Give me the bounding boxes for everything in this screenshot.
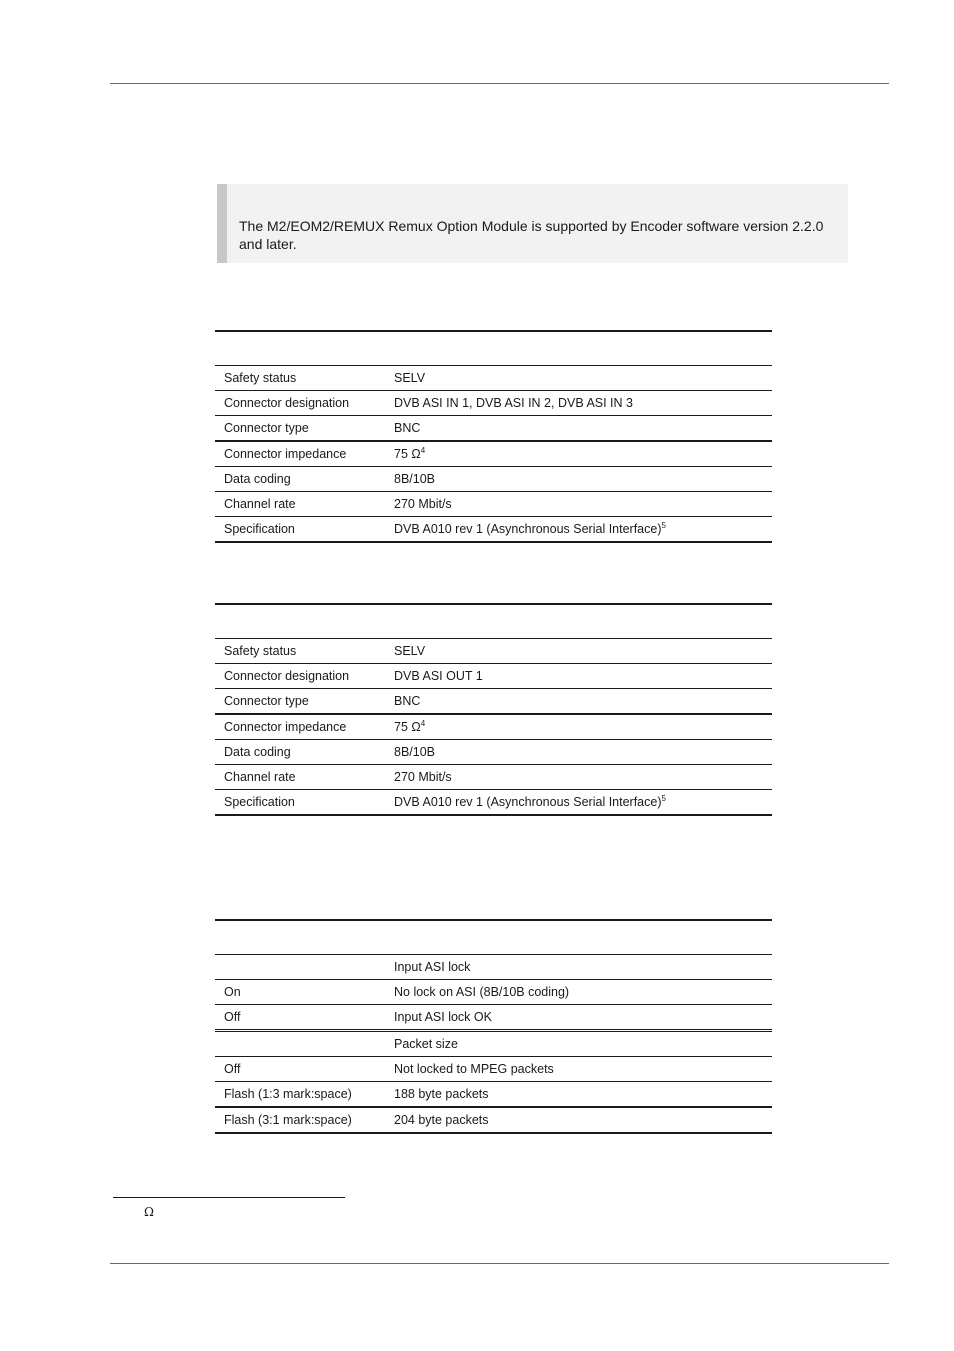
- table-row: Input ASI lock: [215, 955, 772, 980]
- table-row: Data coding 8B/10B: [215, 467, 772, 492]
- table-row: Packet size: [215, 1031, 772, 1057]
- note-box: [217, 184, 848, 263]
- header-rule: [110, 83, 889, 84]
- footnote-rule: [113, 1197, 345, 1198]
- footnote-symbol: Ω: [144, 1205, 154, 1219]
- led-indicator-table: [215, 919, 772, 1134]
- footnote-ref: 5: [661, 794, 666, 803]
- table-row: Connector impedance 75 $\Omega^4$: [215, 714, 772, 740]
- table-row: Safety status SELV: [215, 366, 772, 391]
- table-row: Connector impedance 75 $\Omega^4$: [215, 441, 772, 467]
- table-row: Channel rate 270 Mbit/s: [215, 765, 772, 790]
- footnote-ref: 4: [420, 446, 426, 455]
- impedance-value: 75 Ω: [394, 447, 421, 461]
- table-row: Connector type BNC: [215, 689, 772, 715]
- note-text: The M2/EOM2/REMUX Remux Option Module is supported by Encoder software version 2.2.0 and later.: [239, 218, 824, 252]
- table-row: Off Input ASI lock OK: [215, 1005, 772, 1031]
- table-row: Data coding 8B/10B: [215, 740, 772, 765]
- specification-value: DVB A010 rev 1 (Asynchronous Serial Interface): [394, 522, 662, 536]
- table-header-row: [215, 920, 772, 955]
- table-row: Connector designation DVB ASI IN 1, DVB ASI IN 2, DVB ASI IN 3: [215, 391, 772, 416]
- table-row: Connector designation DVB ASI OUT 1: [215, 664, 772, 689]
- asi-input-table: [215, 330, 772, 543]
- footer-rule: [110, 1263, 889, 1264]
- table-row: Specification DVB A010 rev 1 (Asynchronous Serial Interface)$^5$: [215, 517, 772, 543]
- table-row: Channel rate 270 Mbit/s: [215, 492, 772, 517]
- table-row: Connector type BNC: [215, 416, 772, 442]
- specification-value: DVB A010 rev 1 (Asynchronous Serial Interface): [394, 795, 662, 809]
- table-row: Safety status SELV: [215, 639, 772, 664]
- footnote-ref: 5: [661, 521, 666, 530]
- table-row: Off Not locked to MPEG packets: [215, 1057, 772, 1082]
- table-header-row: [215, 604, 772, 639]
- table-header-row: [215, 331, 772, 366]
- table-row: On No lock on ASI (8B/10B coding): [215, 980, 772, 1005]
- table-row: Flash (3:1 mark:space) 204 byte packets: [215, 1107, 772, 1133]
- footnote-ref: 4: [420, 719, 426, 728]
- impedance-value: 75 Ω: [394, 720, 421, 734]
- table-row: Flash (1:3 mark:space) 188 byte packets: [215, 1082, 772, 1108]
- asi-output-table: [215, 603, 772, 816]
- table-row: Specification DVB A010 rev 1 (Asynchronous Serial Interface)$^5$: [215, 790, 772, 816]
